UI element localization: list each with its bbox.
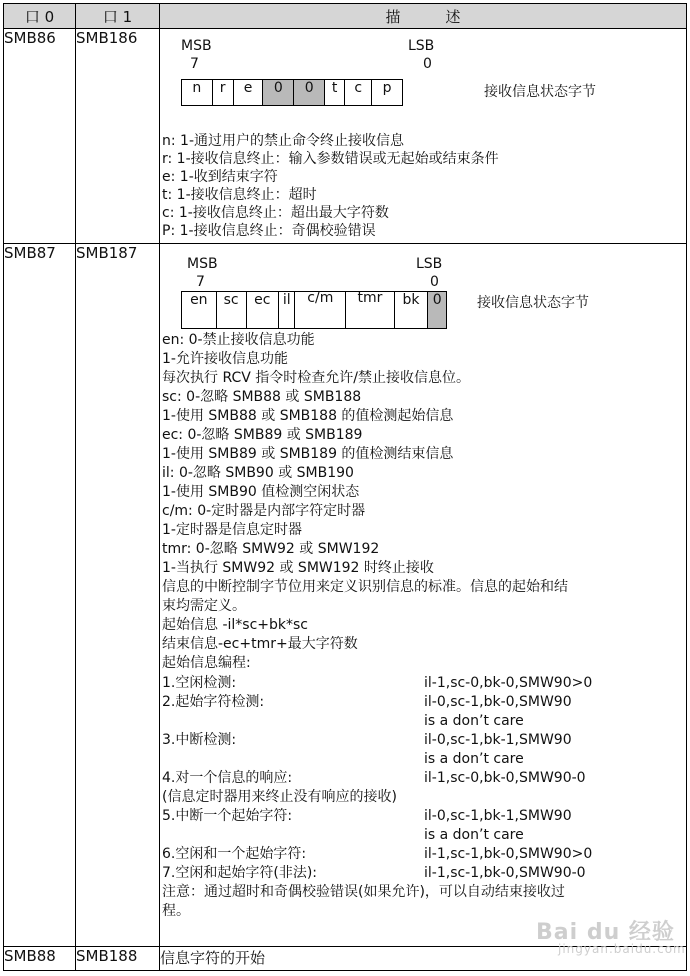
- bit-cell: c: [345, 80, 372, 106]
- cell-port1: SMB186: [76, 29, 160, 244]
- sm-byte-table: [3, 3, 687, 971]
- desc-line: 1-使用 SMB88 或 SMB188 的值检测起始信息: [162, 408, 454, 424]
- case-value: il-0,sc-1,bk-1,SMW90: [424, 732, 572, 748]
- cell-port0: SMB88: [4, 947, 76, 971]
- case-value: is a don’t care: [424, 827, 524, 843]
- cell-port1: SMB187: [76, 244, 160, 947]
- baidu-watermark: [536, 915, 686, 956]
- desc-line: 起始信息 -il*sc+bk*sc: [162, 617, 308, 633]
- bit-cell-reserved: 0: [263, 80, 294, 106]
- desc-line: n: 1-通过用户的禁止命令终止接收信息: [162, 133, 404, 149]
- case-value: il-0,sc-1,bk-1,SMW90: [424, 808, 572, 824]
- cell-description: [160, 244, 687, 947]
- msb-label: MSB: [187, 256, 218, 272]
- lsb-bit-number: 0: [430, 274, 439, 290]
- desc-line: c: 1-接收信息终止：超出最大字符数: [162, 205, 389, 221]
- lsb-label: LSB: [408, 38, 435, 54]
- bit-register: [181, 79, 403, 106]
- case-value: il-1,sc-1,bk-0,SMW90>0: [424, 846, 593, 862]
- lsb-bit-number: 0: [423, 56, 432, 72]
- cell-port0: SMB87: [4, 244, 76, 947]
- desc-line: t: 1-接收信息终止：超时: [162, 187, 317, 203]
- bit-cell: tmr: [346, 292, 394, 329]
- bit-cell: sc: [216, 292, 246, 329]
- cell-description: 信息字符的开始: [160, 947, 687, 971]
- bit-cell-reserved: 0: [428, 292, 447, 329]
- desc-line: ec: 0-忽略 SMB89 或 SMB189: [162, 427, 363, 443]
- desc-line: 结束信息-ec+tmr+最大字符数: [162, 636, 358, 652]
- case-label: 2.起始字符检测:: [162, 694, 265, 710]
- bit-cell: c/m: [295, 292, 346, 329]
- desc-line: e: 1-收到结束字符: [162, 169, 278, 185]
- bit-cell: bk: [394, 292, 428, 329]
- desc-line: 束均需定义。: [162, 598, 246, 614]
- header-row: [4, 4, 687, 29]
- msb-bit-number: 7: [190, 56, 199, 72]
- cell-description: [160, 29, 687, 244]
- msb-label: MSB: [181, 38, 212, 54]
- bit-cell: t: [325, 80, 345, 106]
- bit-cell: n: [182, 80, 213, 106]
- bit-cell: en: [182, 292, 217, 329]
- desc-line: en: 0-禁止接收信息功能: [162, 332, 315, 348]
- register-title: 接收信息状态字节: [484, 84, 596, 100]
- table-row-smb86: [4, 29, 687, 244]
- register-title: 接收信息状态字节: [477, 295, 589, 311]
- bit-cell: ec: [246, 292, 278, 329]
- desc-line: 每次执行 RCV 指令时检查允许/禁止接收信息位。: [162, 370, 470, 386]
- desc-line: 1-定时器是信息定时器: [162, 522, 302, 538]
- desc-line: c/m: 0-定时器是内部字符定时器: [162, 503, 366, 519]
- lsb-label: LSB: [416, 256, 443, 272]
- watermark-brand: Bai du 经验: [536, 920, 675, 945]
- case-label: 5.中断一个起始字符:: [162, 808, 293, 824]
- case-value: il-1,sc-1,bk-0,SMW90-0: [424, 865, 586, 881]
- case-value: il-1,sc-0,bk-0,SMW90-0: [424, 770, 586, 786]
- case-label: 1.空闲检测:: [162, 675, 237, 691]
- case-label: 6.空闲和一个起始字符:: [162, 846, 307, 862]
- desc-line: 1-允许接收信息功能: [162, 351, 288, 367]
- case-label: 3.中断检测:: [162, 732, 237, 748]
- desc-line: 1-使用 SMB90 值检测空闲状态: [162, 484, 360, 500]
- bit-cell: r: [212, 80, 233, 106]
- case-label: 4.对一个信息的响应:: [162, 770, 293, 786]
- note-line: 程。: [162, 903, 190, 919]
- header-port1: 口 1: [76, 4, 160, 29]
- case-value: il-0,sc-1,bk-0,SMW90: [424, 694, 572, 710]
- desc-line: sc: 0-忽略 SMB88 或 SMB188: [162, 389, 362, 405]
- desc-line: tmr: 0-忽略 SMW92 或 SMW192: [162, 541, 380, 557]
- case-value: is a don’t care: [424, 713, 524, 729]
- header-port0: 口 0: [4, 4, 76, 29]
- bit-cell: p: [372, 80, 403, 106]
- cell-port0: SMB86: [4, 29, 76, 244]
- desc-line: 起始信息编程:: [162, 655, 251, 671]
- case-label: 7.空闲和起始字符(非法):: [162, 865, 317, 881]
- header-description: 描 述: [160, 4, 687, 29]
- desc-line: 1-当执行 SMW92 或 SMW192 时终止接收: [162, 560, 434, 576]
- watermark-url: jingyan.baidu.com: [558, 942, 686, 956]
- desc-line: r: 1-接收信息终止：输入参数错误或无起始或结束条件: [162, 151, 499, 167]
- desc-line: il: 0-忽略 SMB90 或 SMB190: [162, 465, 354, 481]
- bit-cell-reserved: 0: [294, 80, 325, 106]
- case-value: is a don’t care: [424, 751, 524, 767]
- msb-bit-number: 7: [196, 274, 205, 290]
- note-line: 注意：通过超时和奇偶校验错误(如果允许)，可以自动结束接收过: [162, 884, 565, 900]
- desc-line: 信息的中断控制字节位用来定义识别信息的标准。信息的起始和结: [162, 579, 568, 595]
- bit-register: [181, 291, 447, 329]
- desc-line: 1-使用 SMB89 或 SMB189 的值检测结束信息: [162, 446, 454, 462]
- cell-port1: SMB188: [76, 947, 160, 971]
- table-row-smb87: [4, 244, 687, 947]
- desc-line: P: 1-接收信息终止：奇偶校验错误: [162, 223, 376, 239]
- case-value: il-1,sc-0,bk-0,SMW90>0: [424, 675, 593, 691]
- bit-cell: e: [233, 80, 263, 106]
- case-label: (信息定时器用来终止没有响应的接收): [162, 789, 397, 805]
- bit-cell: il: [279, 292, 295, 329]
